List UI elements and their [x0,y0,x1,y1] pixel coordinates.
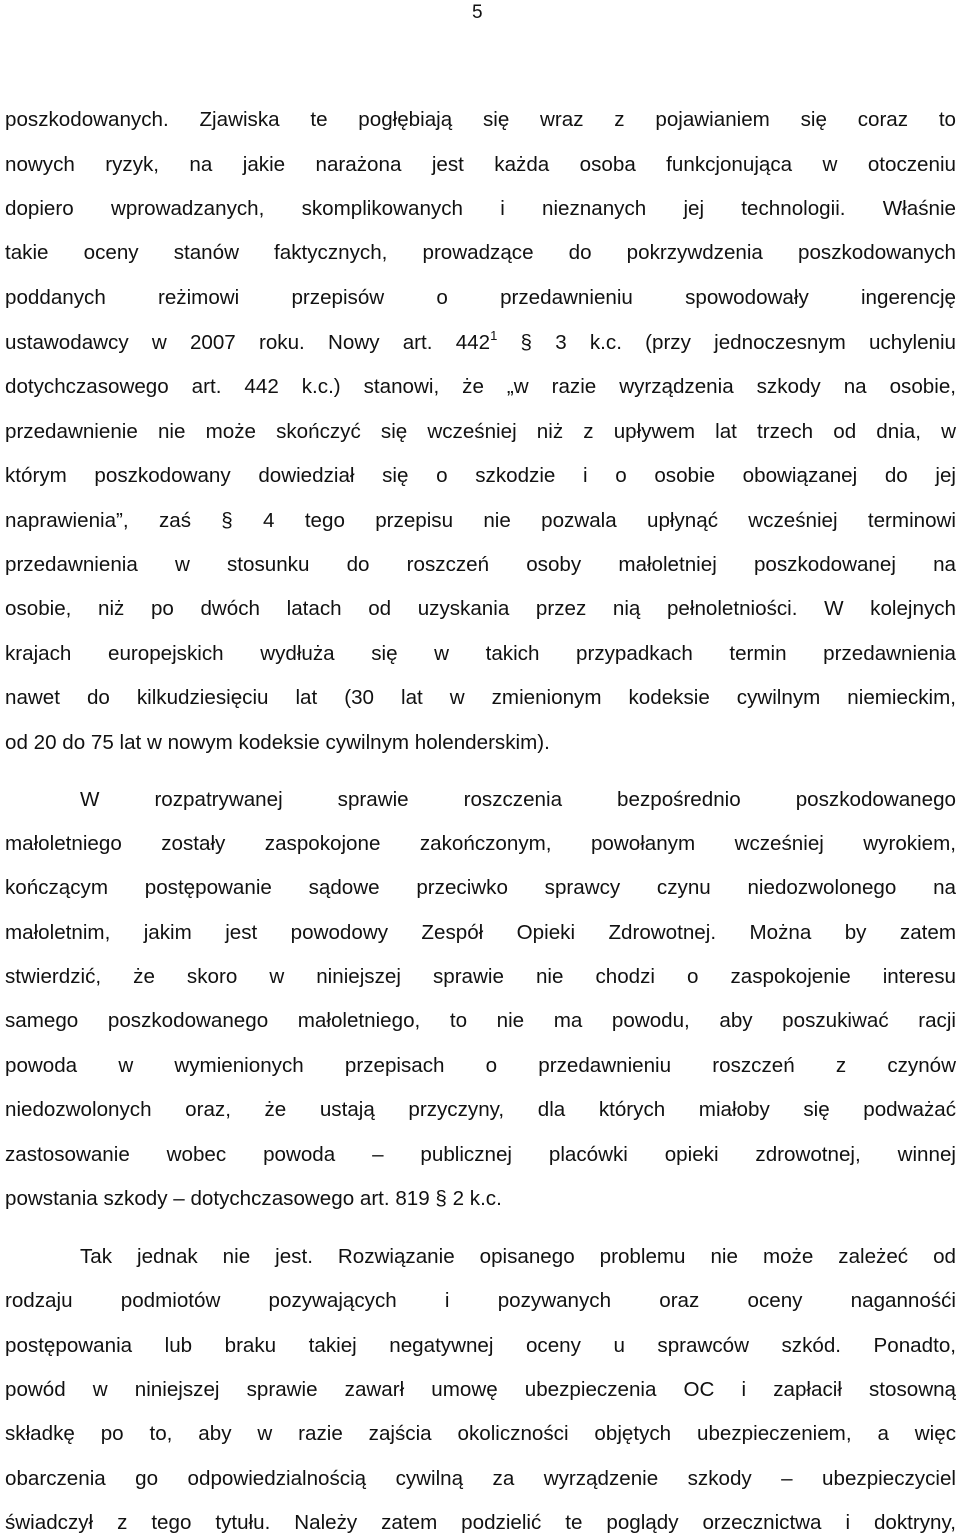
text-line: dopiero wprowadzanych, skomplikowanych i nieznanych jej technologii. Właśnie [5,197,956,220]
text-line: przedawnienie nie może skończyć się wcześniej niż z upływem lat trzech od dnia, w [5,420,956,443]
text-line: kończącym postępowanie sądowe przeciwko sprawcy czynu niedozwolonego na [5,876,956,899]
text-fragment: ustawodawcy w 2007 roku. Nowy art. 442 [5,331,491,354]
text-fragment: § 3 k.c. (przy jednoczesnym uchyleniu [497,331,957,354]
text-line: składkę po to, aby w razie zajścia okoliczności objętych ubezpieczeniem, a więc [5,1422,956,1445]
text-line: małoletnim, jakim jest powodowy Zespół Opieki Zdrowotnej. Można by zatem [5,921,956,944]
text-line: od 20 do 75 lat w nowym kodeksie cywilnym holenderskim). [5,731,550,754]
text-line: postępowania lub braku takiej negatywnej oceny u sprawców szkód. Ponadto, [5,1334,956,1357]
text-line: rodzaju podmiotów pozywających i pozywanych oraz oceny nagannośći [5,1289,956,1312]
page-number: 5 [472,2,483,23]
text-line: małoletniego zostały zaspokojone zakończonym, powołanym wcześniej wyrokiem, [5,832,956,855]
text-line: powoda w wymienionych przepisach o przedawnieniu roszczeń z czynów [5,1054,956,1077]
text-line: samego poszkodowanego małoletniego, to nie ma powodu, aby poszukiwać racji [5,1009,956,1032]
text-line: osobie, niż po dwóch latach od uzyskania przez nią pełnoletniości. W kolejnych [5,597,956,620]
text-line: dotychczasowego art. 442 k.c.) stanowi, że „w razie wyrządzenia szkody na osobie, [5,375,956,398]
text-line: nowych ryzyk, na jakie narażona jest każda osoba funkcjonująca w otoczeniu [5,153,956,176]
text-line: nawet do kilkudziesięciu lat (30 lat w zmienionym kodeksie cywilnym niemieckim, [5,686,956,709]
text-line: niedozwolonych oraz, że ustają przyczyny, dla których miałoby się podważać [5,1098,956,1121]
text-line: powstania szkody – dotychczasowego art. 819 § 2 k.c. [5,1187,502,1210]
text-line: powód w niniejszej sprawie zawarł umowę ubezpieczenia OC i zapłacił stosowną [5,1378,956,1401]
text-line: Tak jednak nie jest. Rozwiązanie opisanego problemu nie może zależeć od [80,1245,956,1268]
text-line: poszkodowanych. Zjawiska te pogłębiają się wraz z pojawianiem się coraz to [5,108,956,131]
text-line: krajach europejskich wydłuża się w takich przypadkach termin przedawnienia [5,642,956,665]
text-line [5,328,956,358]
text-line: obarczenia go odpowiedzialnością cywilną za wyrządzenie szkody – ubezpieczyciel [5,1467,956,1490]
text-line: stwierdzić, że skoro w niniejszej sprawie nie chodzi o zaspokojenie interesu [5,965,956,988]
text-line: naprawienia”, zaś § 4 tego przepisu nie pozwala upłynąć wcześniej terminowi [5,509,956,532]
text-line: przedawnienia w stosunku do roszczeń osoby małoletniej poszkodowanej na [5,553,956,576]
text-line: którym poszkodowany dowiedział się o szkodzie i o osobie obowiązanej do jej [5,464,956,487]
text-line: zastosowanie wobec powoda – publicznej placówki opieki zdrowotnej, winnej [5,1143,956,1166]
text-line: świadczył z tego tytułu. Należy zatem podzielić te poglądy orzecznictwa i doktryny, [5,1511,956,1534]
text-line: poddanych reżimowi przepisów o przedawnieniu spowodowały ingerencję [5,286,956,309]
superscript: 1 [490,328,498,343]
text-line: W rozpatrywanej sprawie roszczenia bezpośrednio poszkodowanego [80,788,956,811]
text-line: takie oceny stanów faktycznych, prowadzące do pokrzywdzenia poszkodowanych [5,241,956,264]
